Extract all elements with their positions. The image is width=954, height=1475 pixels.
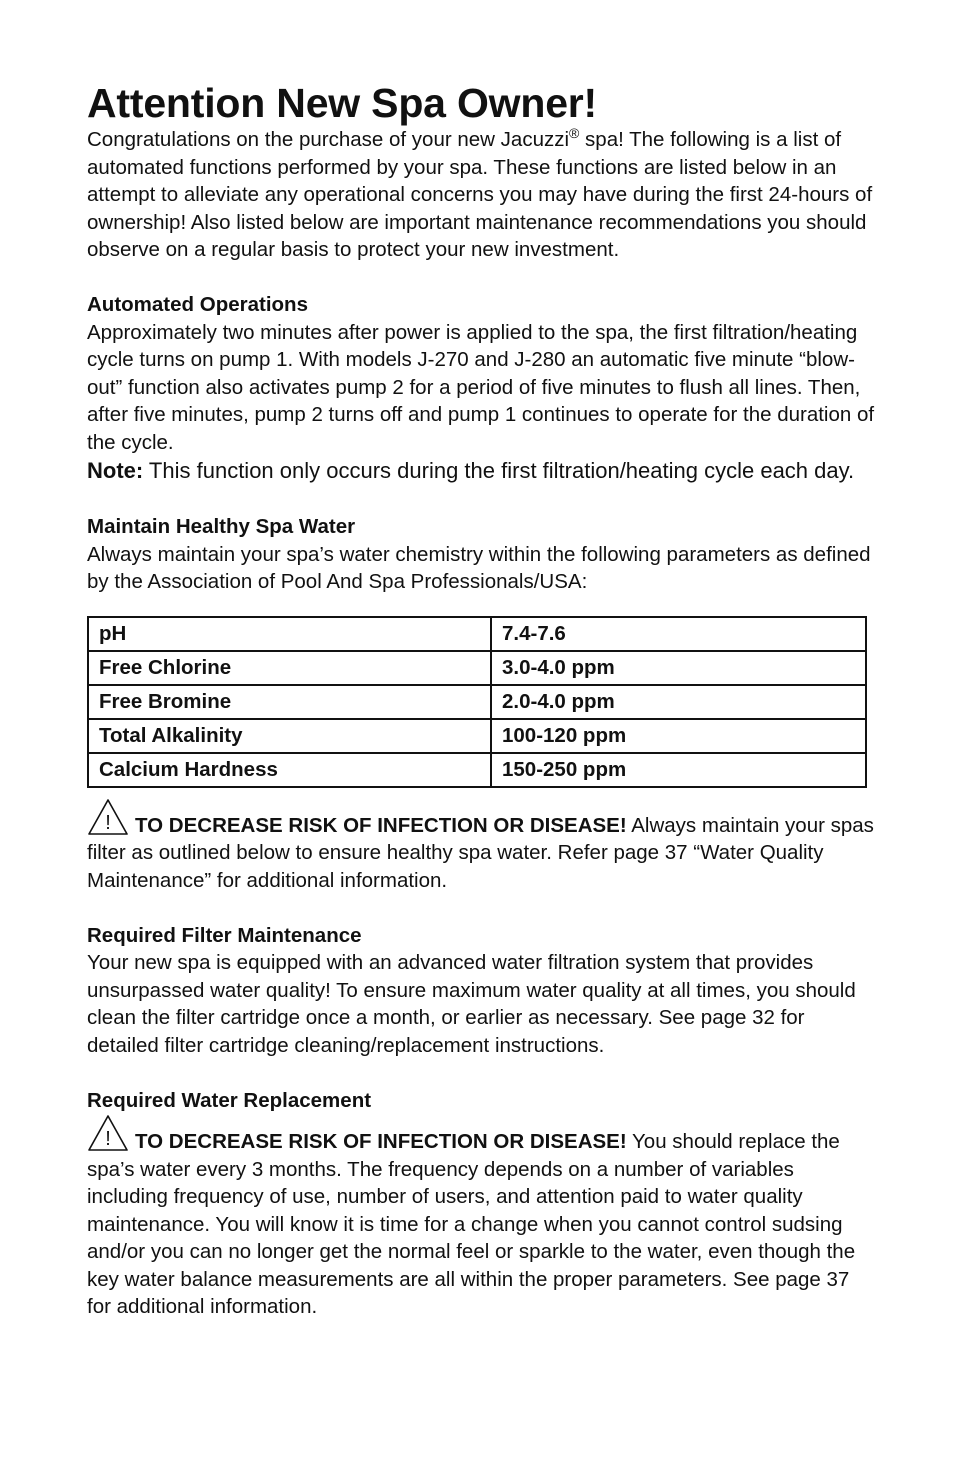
table-row (88, 617, 866, 651)
table-row (88, 651, 866, 685)
page-title: Attention New Spa Owner! (87, 80, 598, 126)
automated-note: Note: This function only occurs during the first filtration/heating cycle each day. (87, 458, 855, 483)
table-row (88, 685, 866, 719)
table-cell-value: 2.0-4.0 ppm (491, 685, 866, 719)
intro-paragraph: Congratulations on the purchase of your new Jacuzzi® spa! The following is a list of automated functions performed by your spa. These functions are listed below in an attempt to alleviate any operational concerns you may have during the first 24-hours of ownership! Also listed below are important maintenance recommendations you should observe on a regular basis to protect your new investment. (87, 125, 873, 261)
table-cell-value: 3.0-4.0 ppm (491, 651, 866, 685)
water-chemistry-table (87, 616, 867, 788)
svg-text:!: ! (105, 811, 111, 834)
warning-filter-paragraph: ! TO DECREASE RISK OF INFECTION OR DISEASE! Always maintain your spas filter as outlined below to ensure healthy spa water. Refer page 37 “Water Quality Maintenance” for additional information. (87, 798, 877, 895)
registered-mark: ® (569, 125, 580, 142)
table-cell-param: Free Bromine (88, 685, 491, 719)
table-cell-param: Free Chlorine (88, 651, 491, 685)
table-cell-value: 100-120 ppm (491, 719, 866, 753)
automated-operations-heading: Automated Operations (87, 293, 308, 316)
water-replacement-heading: Required Water Replacement (87, 1088, 372, 1112)
water-replacement-body: ! TO DECREASE RISK OF INFECTION OR DISEASE! You should replace the spa’s water every 3 months. The frequency depends on a number of variables including frequency of use, number of users, and attention paid to water quality maintenance. You will know it is time for a change when you cannot control sudsing and/or you can no longer get the normal feel or sparkle to the water, even though the key water balance measurements are all within the proper parameters. See page 37 for additional information. (87, 1114, 877, 1321)
table-row (88, 753, 866, 787)
healthy-water-body: Always maintain your spa’s water chemistry within the following parameters as defined by the Association of Pool And Spa Professionals/USA: (87, 542, 871, 593)
svg-text:!: ! (105, 1128, 111, 1150)
filter-maintenance-heading: Required Filter Maintenance (87, 923, 362, 947)
table-cell-param: Total Alkalinity (88, 719, 491, 753)
warning-triangle-icon (87, 798, 129, 836)
table-cell-value: 150-250 ppm (491, 753, 866, 787)
table-row (88, 719, 866, 753)
filter-maintenance-body: Your new spa is equipped with an advanced water filtration system that provides unsurpassed water quality! To ensure maximum water quality at all times, you should clean the filter cartridge once a month, or earlier as necessary. See page 32 for detailed filter cartridge cleaning/replacement instructions. (87, 951, 856, 1057)
automated-operations-body: Approximately two minutes after power is applied to the spa, the first filtration/heating cycle turns on pump 1. With models J-270 and J-280 an automatic five minute “blow-out” function also activates pump 2 for a period of five minutes to flush all lines. Then, after five minutes, pump 2 turns off and pump 1 continues to operate for the duration of the cycle. (87, 320, 875, 454)
table-cell-param: pH (88, 617, 491, 651)
healthy-water-heading: Maintain Healthy Spa Water (87, 515, 356, 538)
document-page (87, 80, 877, 1321)
warning-triangle-icon (87, 1114, 129, 1152)
table-cell-param: Calcium Hardness (88, 753, 491, 787)
table-cell-value: 7.4-7.6 (491, 617, 866, 651)
